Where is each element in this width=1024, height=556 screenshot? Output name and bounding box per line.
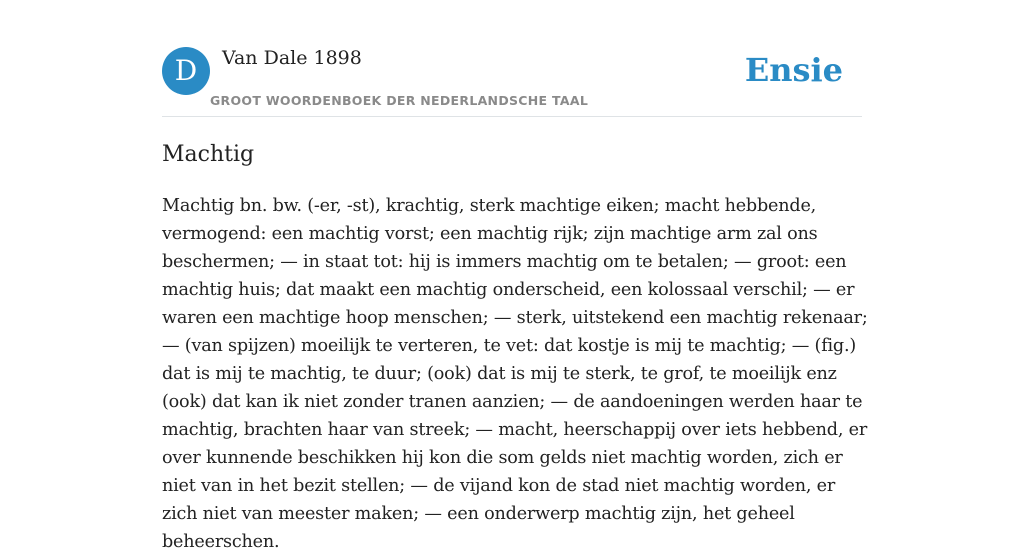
entry-title: Machtig: [162, 142, 255, 167]
dictionary-name[interactable]: Van Dale 1898: [222, 47, 362, 69]
dictionary-header: [162, 46, 862, 117]
ensie-brand-link[interactable]: Ensie: [744, 51, 843, 89]
dictionary-subtitle: GROOT WOORDENBOEK DER NEDERLANDSCHE TAAL: [210, 93, 589, 108]
entry-definition: Machtig bn. bw. (-er, -st), krachtig, sterk machtige eiken; macht hebbende, vermogend: een machtig vorst; een machtig rijk; zijn machtige arm zal ons beschermen; — in staat tot: hij is immers machtig om te betalen; — groot: een machtig huis; dat maakt een machtig onderscheid, een kolossaal verschil; — er waren een machtige hoop menschen; — sterk, uitstekend een machtig rekenaar; — (van spijzen) moeilijk te verteren, te vet: dat kostje is mij te machtig; — (fig.) dat is mij te machtig, te duur; (ook) dat is mij te sterk, te grof, te moeilijk enz (ook) dat kan ik niet zonder tranen aanzien; — de aandoeningen werden haar te machtig, brachten haar van streek; — macht, heerschappij over iets hebbend, er over kunnende beschikken hij kon die som gelds niet machtig worden, zich er niet van in het bezit stellen; — de vijand kon de stad niet machtig worden, er zich niet van meester maken; — een onderwerp machtig zijn, het geheel beheerschen.: [162, 196, 868, 552]
dictionary-logo-icon[interactable]: D: [162, 47, 210, 95]
